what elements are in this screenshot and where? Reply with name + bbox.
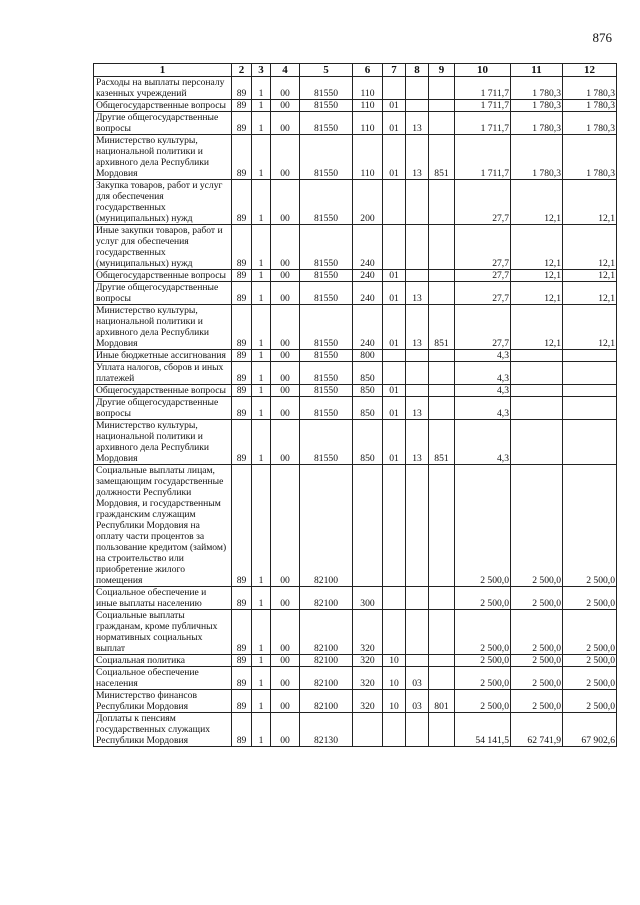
- table-row: [94, 225, 617, 270]
- amount-cell: 12,1: [511, 180, 563, 225]
- code-cell: [383, 362, 406, 385]
- code-cell: [406, 100, 429, 112]
- code-cell: 320: [353, 690, 383, 713]
- code-cell: 01: [383, 305, 406, 350]
- code-cell: 00: [271, 465, 300, 587]
- table-row: [94, 667, 617, 690]
- amount-cell: 2 500,0: [455, 655, 511, 667]
- amount-cell: 2 500,0: [455, 690, 511, 713]
- code-cell: 1: [252, 385, 271, 397]
- code-cell: 01: [383, 270, 406, 282]
- code-cell: 81550: [300, 385, 353, 397]
- table-row: [94, 270, 617, 282]
- amount-cell: 12,1: [563, 180, 617, 225]
- row-name-cell: Другие общегосударственные вопросы: [94, 112, 232, 135]
- row-name-cell: Общегосударственные вопросы: [94, 100, 232, 112]
- code-cell: 81550: [300, 135, 353, 180]
- row-name-cell: Расходы на выплаты персоналу казенных учреждений: [94, 77, 232, 100]
- row-name-cell: Министерство культуры, национальной политики и архивного дела Республики Мордовия: [94, 305, 232, 350]
- row-name-cell: Социальная политика: [94, 655, 232, 667]
- amount-cell: 2 500,0: [511, 465, 563, 587]
- amount-cell: 12,1: [563, 270, 617, 282]
- code-cell: 110: [353, 100, 383, 112]
- code-cell: 89: [232, 77, 252, 100]
- code-cell: 81550: [300, 420, 353, 465]
- code-cell: [429, 397, 455, 420]
- amount-cell: 27,7: [455, 282, 511, 305]
- code-cell: 1: [252, 135, 271, 180]
- code-cell: 00: [271, 350, 300, 362]
- row-name-cell: Министерство культуры, национальной политики и архивного дела Республики Мордовия: [94, 420, 232, 465]
- code-cell: 13: [406, 282, 429, 305]
- amount-cell: 1 780,3: [563, 100, 617, 112]
- code-cell: 89: [232, 690, 252, 713]
- code-cell: [429, 655, 455, 667]
- amount-cell: 2 500,0: [563, 690, 617, 713]
- code-cell: 850: [353, 362, 383, 385]
- code-cell: 1: [252, 77, 271, 100]
- table-row: [94, 713, 617, 747]
- code-cell: 82100: [300, 465, 353, 587]
- code-cell: 800: [353, 350, 383, 362]
- code-cell: 1: [252, 397, 271, 420]
- table-header-row: [94, 64, 617, 77]
- code-cell: 851: [429, 305, 455, 350]
- code-cell: 89: [232, 420, 252, 465]
- row-name-cell: Уплата налогов, сборов и иных платежей: [94, 362, 232, 385]
- budget-table: [93, 63, 617, 747]
- code-cell: 81550: [300, 397, 353, 420]
- code-cell: 82100: [300, 610, 353, 655]
- column-header: 4: [271, 64, 300, 77]
- amount-cell: 1 711,7: [455, 100, 511, 112]
- code-cell: 81550: [300, 350, 353, 362]
- code-cell: 03: [406, 690, 429, 713]
- code-cell: [383, 225, 406, 270]
- code-cell: 850: [353, 397, 383, 420]
- code-cell: 13: [406, 420, 429, 465]
- code-cell: 89: [232, 180, 252, 225]
- column-header: 7: [383, 64, 406, 77]
- code-cell: [383, 77, 406, 100]
- code-cell: 240: [353, 305, 383, 350]
- code-cell: 240: [353, 270, 383, 282]
- row-name-cell: Общегосударственные вопросы: [94, 385, 232, 397]
- code-cell: 1: [252, 282, 271, 305]
- code-cell: 00: [271, 77, 300, 100]
- code-cell: 00: [271, 655, 300, 667]
- code-cell: 82100: [300, 587, 353, 610]
- code-cell: 81550: [300, 282, 353, 305]
- amount-cell: [511, 397, 563, 420]
- code-cell: [406, 587, 429, 610]
- code-cell: 1: [252, 667, 271, 690]
- code-cell: [353, 713, 383, 747]
- code-cell: 851: [429, 135, 455, 180]
- amount-cell: 1 780,3: [511, 77, 563, 100]
- code-cell: 89: [232, 465, 252, 587]
- code-cell: 03: [406, 667, 429, 690]
- amount-cell: 1 711,7: [455, 77, 511, 100]
- code-cell: 1: [252, 587, 271, 610]
- code-cell: 82100: [300, 667, 353, 690]
- code-cell: [406, 655, 429, 667]
- table-row: [94, 397, 617, 420]
- code-cell: 82130: [300, 713, 353, 747]
- code-cell: [429, 587, 455, 610]
- code-cell: 1: [252, 350, 271, 362]
- code-cell: 10: [383, 667, 406, 690]
- amount-cell: 12,1: [563, 305, 617, 350]
- column-header: 1: [94, 64, 232, 77]
- table-row: [94, 100, 617, 112]
- column-header: 9: [429, 64, 455, 77]
- amount-cell: [511, 385, 563, 397]
- column-header: 10: [455, 64, 511, 77]
- table-row: [94, 690, 617, 713]
- amount-cell: 1 780,3: [563, 77, 617, 100]
- amount-cell: 2 500,0: [511, 667, 563, 690]
- amount-cell: 4,3: [455, 420, 511, 465]
- code-cell: [429, 350, 455, 362]
- code-cell: [429, 465, 455, 587]
- code-cell: 10: [383, 690, 406, 713]
- amount-cell: 1 780,3: [563, 112, 617, 135]
- code-cell: 81550: [300, 77, 353, 100]
- code-cell: 1: [252, 420, 271, 465]
- code-cell: [383, 610, 406, 655]
- amount-cell: 1 780,3: [563, 135, 617, 180]
- code-cell: [429, 180, 455, 225]
- table-row: [94, 655, 617, 667]
- code-cell: 81550: [300, 305, 353, 350]
- code-cell: [383, 713, 406, 747]
- table-row: [94, 385, 617, 397]
- column-header: 12: [563, 64, 617, 77]
- code-cell: 1: [252, 305, 271, 350]
- table-row: [94, 77, 617, 100]
- amount-cell: [511, 420, 563, 465]
- amount-cell: 27,7: [455, 180, 511, 225]
- code-cell: 82100: [300, 690, 353, 713]
- code-cell: 89: [232, 362, 252, 385]
- code-cell: 89: [232, 587, 252, 610]
- amount-cell: 1 780,3: [511, 135, 563, 180]
- amount-cell: 1 780,3: [511, 100, 563, 112]
- table-row: [94, 420, 617, 465]
- code-cell: 13: [406, 305, 429, 350]
- table-row: [94, 362, 617, 385]
- code-cell: 00: [271, 397, 300, 420]
- table-body: [94, 77, 617, 747]
- code-cell: 89: [232, 135, 252, 180]
- code-cell: 1: [252, 465, 271, 587]
- code-cell: [406, 465, 429, 587]
- code-cell: 01: [383, 420, 406, 465]
- amount-cell: 12,1: [511, 282, 563, 305]
- code-cell: 13: [406, 112, 429, 135]
- code-cell: 10: [383, 655, 406, 667]
- table-row: [94, 610, 617, 655]
- code-cell: 89: [232, 350, 252, 362]
- amount-cell: [563, 362, 617, 385]
- row-name-cell: Министерство культуры, национальной политики и архивного дела Республики Мордовия: [94, 135, 232, 180]
- code-cell: [429, 77, 455, 100]
- row-name-cell: Социальные выплаты лицам, замещающим государственные должности Республики Мордовия, и государственным гражданским служащим Республики Мордовия на оплату части процентов за пользование кредитом (займом) на строительство или приобретение жилого помещения: [94, 465, 232, 587]
- code-cell: [406, 77, 429, 100]
- amount-cell: 1 711,7: [455, 112, 511, 135]
- table-row: [94, 135, 617, 180]
- row-name-cell: Министерство финансов Республики Мордовия: [94, 690, 232, 713]
- code-cell: 01: [383, 100, 406, 112]
- column-header: 8: [406, 64, 429, 77]
- code-cell: [429, 225, 455, 270]
- amount-cell: 12,1: [563, 282, 617, 305]
- code-cell: 00: [271, 420, 300, 465]
- code-cell: [406, 385, 429, 397]
- row-name-cell: Иные закупки товаров, работ и услуг для обеспечения государственных (муниципальных) нужд: [94, 225, 232, 270]
- code-cell: 01: [383, 112, 406, 135]
- code-cell: 13: [406, 135, 429, 180]
- amount-cell: 1 711,7: [455, 135, 511, 180]
- code-cell: 1: [252, 112, 271, 135]
- code-cell: [383, 180, 406, 225]
- code-cell: 320: [353, 655, 383, 667]
- table-row: [94, 112, 617, 135]
- code-cell: 00: [271, 112, 300, 135]
- code-cell: [406, 270, 429, 282]
- amount-cell: 2 500,0: [511, 587, 563, 610]
- code-cell: 00: [271, 135, 300, 180]
- code-cell: [429, 112, 455, 135]
- code-cell: 00: [271, 587, 300, 610]
- code-cell: [429, 270, 455, 282]
- amount-cell: 62 741,9: [511, 713, 563, 747]
- amount-cell: 2 500,0: [455, 667, 511, 690]
- code-cell: 89: [232, 225, 252, 270]
- code-cell: 89: [232, 270, 252, 282]
- code-cell: 1: [252, 690, 271, 713]
- code-cell: 1: [252, 610, 271, 655]
- column-header: 5: [300, 64, 353, 77]
- code-cell: [429, 100, 455, 112]
- code-cell: 01: [383, 282, 406, 305]
- row-name-cell: Социальное обеспечение и иные выплаты населению: [94, 587, 232, 610]
- amount-cell: [563, 350, 617, 362]
- code-cell: 81550: [300, 362, 353, 385]
- amount-cell: 54 141,5: [455, 713, 511, 747]
- code-cell: 00: [271, 385, 300, 397]
- code-cell: 1: [252, 180, 271, 225]
- amount-cell: 2 500,0: [511, 655, 563, 667]
- code-cell: 82100: [300, 655, 353, 667]
- code-cell: [406, 610, 429, 655]
- amount-cell: 4,3: [455, 397, 511, 420]
- table-row: [94, 282, 617, 305]
- amount-cell: 12,1: [511, 305, 563, 350]
- code-cell: 240: [353, 225, 383, 270]
- amount-cell: 1 780,3: [511, 112, 563, 135]
- amount-cell: [511, 362, 563, 385]
- code-cell: 801: [429, 690, 455, 713]
- code-cell: [429, 713, 455, 747]
- row-name-cell: Другие общегосударственные вопросы: [94, 282, 232, 305]
- code-cell: 00: [271, 270, 300, 282]
- amount-cell: 12,1: [511, 225, 563, 270]
- code-cell: [429, 385, 455, 397]
- code-cell: 01: [383, 135, 406, 180]
- amount-cell: 67 902,6: [563, 713, 617, 747]
- code-cell: 1: [252, 362, 271, 385]
- code-cell: 00: [271, 713, 300, 747]
- amount-cell: 12,1: [563, 225, 617, 270]
- code-cell: 1: [252, 655, 271, 667]
- code-cell: 00: [271, 362, 300, 385]
- code-cell: [406, 362, 429, 385]
- code-cell: 89: [232, 305, 252, 350]
- amount-cell: 2 500,0: [455, 587, 511, 610]
- code-cell: 110: [353, 77, 383, 100]
- code-cell: 81550: [300, 100, 353, 112]
- code-cell: 81550: [300, 270, 353, 282]
- amount-cell: 2 500,0: [563, 465, 617, 587]
- code-cell: [406, 225, 429, 270]
- column-header: 6: [353, 64, 383, 77]
- code-cell: [429, 610, 455, 655]
- code-cell: [429, 282, 455, 305]
- code-cell: 89: [232, 100, 252, 112]
- code-cell: [429, 667, 455, 690]
- code-cell: [406, 713, 429, 747]
- code-cell: 00: [271, 610, 300, 655]
- code-cell: 00: [271, 690, 300, 713]
- column-header: 2: [232, 64, 252, 77]
- code-cell: 81550: [300, 180, 353, 225]
- code-cell: 200: [353, 180, 383, 225]
- code-cell: [383, 587, 406, 610]
- amount-cell: [563, 397, 617, 420]
- code-cell: 110: [353, 135, 383, 180]
- code-cell: [429, 362, 455, 385]
- code-cell: 240: [353, 282, 383, 305]
- code-cell: 89: [232, 610, 252, 655]
- amount-cell: 4,3: [455, 362, 511, 385]
- code-cell: 1: [252, 270, 271, 282]
- code-cell: [383, 465, 406, 587]
- code-cell: 81550: [300, 225, 353, 270]
- amount-cell: 4,3: [455, 385, 511, 397]
- amount-cell: 2 500,0: [511, 690, 563, 713]
- code-cell: 851: [429, 420, 455, 465]
- code-cell: 89: [232, 112, 252, 135]
- code-cell: 110: [353, 112, 383, 135]
- code-cell: 89: [232, 397, 252, 420]
- column-header: 11: [511, 64, 563, 77]
- code-cell: 1: [252, 225, 271, 270]
- amount-cell: 12,1: [511, 270, 563, 282]
- code-cell: 13: [406, 397, 429, 420]
- amount-cell: 2 500,0: [563, 655, 617, 667]
- row-name-cell: Иные бюджетные ассигнования: [94, 350, 232, 362]
- table-row: [94, 180, 617, 225]
- code-cell: 300: [353, 587, 383, 610]
- code-cell: 00: [271, 225, 300, 270]
- code-cell: 00: [271, 305, 300, 350]
- code-cell: 00: [271, 282, 300, 305]
- row-name-cell: Доплаты к пенсиям государственных служащих Республики Мордовия: [94, 713, 232, 747]
- table-row: [94, 350, 617, 362]
- code-cell: 89: [232, 713, 252, 747]
- row-name-cell: Закупка товаров, работ и услуг для обеспечения государственных (муниципальных) нужд: [94, 180, 232, 225]
- code-cell: [406, 350, 429, 362]
- code-cell: 320: [353, 667, 383, 690]
- table-row: [94, 305, 617, 350]
- code-cell: 01: [383, 385, 406, 397]
- row-name-cell: Социальные выплаты гражданам, кроме публичных нормативных социальных выплат: [94, 610, 232, 655]
- code-cell: 850: [353, 385, 383, 397]
- row-name-cell: Социальное обеспечение населения: [94, 667, 232, 690]
- row-name-cell: Общегосударственные вопросы: [94, 270, 232, 282]
- amount-cell: 2 500,0: [563, 610, 617, 655]
- amount-cell: 27,7: [455, 270, 511, 282]
- code-cell: 00: [271, 180, 300, 225]
- amount-cell: 2 500,0: [563, 667, 617, 690]
- code-cell: 00: [271, 667, 300, 690]
- code-cell: 89: [232, 667, 252, 690]
- amount-cell: 2 500,0: [455, 610, 511, 655]
- amount-cell: [563, 420, 617, 465]
- code-cell: 01: [383, 397, 406, 420]
- column-header: 3: [252, 64, 271, 77]
- table-row: [94, 465, 617, 587]
- code-cell: 81550: [300, 112, 353, 135]
- code-cell: [383, 350, 406, 362]
- amount-cell: 2 500,0: [563, 587, 617, 610]
- amount-cell: 2 500,0: [455, 465, 511, 587]
- amount-cell: 27,7: [455, 225, 511, 270]
- page-number: 876: [592, 30, 612, 45]
- code-cell: 89: [232, 655, 252, 667]
- code-cell: 320: [353, 610, 383, 655]
- code-cell: 00: [271, 100, 300, 112]
- code-cell: [406, 180, 429, 225]
- code-cell: 89: [232, 385, 252, 397]
- amount-cell: 27,7: [455, 305, 511, 350]
- code-cell: 89: [232, 282, 252, 305]
- code-cell: 1: [252, 100, 271, 112]
- amount-cell: 2 500,0: [511, 610, 563, 655]
- code-cell: [353, 465, 383, 587]
- amount-cell: 4,3: [455, 350, 511, 362]
- code-cell: 850: [353, 420, 383, 465]
- amount-cell: [563, 385, 617, 397]
- row-name-cell: Другие общегосударственные вопросы: [94, 397, 232, 420]
- table-row: [94, 587, 617, 610]
- amount-cell: [511, 350, 563, 362]
- code-cell: 1: [252, 713, 271, 747]
